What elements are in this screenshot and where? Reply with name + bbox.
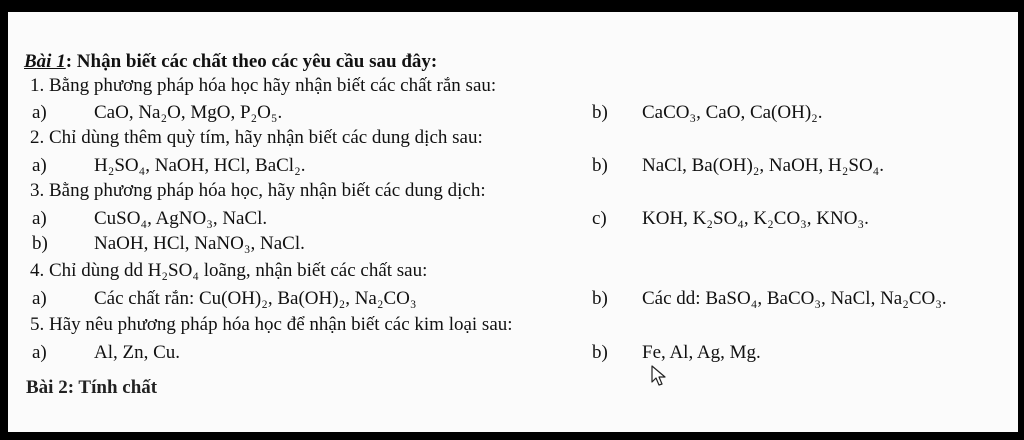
question-2: 2. Chỉ dùng thêm quỳ tím, hãy nhận biết các dung dịch sau: [30,127,483,148]
q3c-answer: KOH, K₂SO₄, K₂CO₃, KNO₃. [642,208,869,229]
q5b-marker: b) [592,342,608,363]
q5a-answer: Al, Zn, Cu. [94,342,181,363]
q4b-marker: b) [592,288,608,309]
mouse-pointer-icon [650,365,668,387]
question-3: 3. Bằng phương pháp hóa học, hãy nhận biết các dung dịch: [30,180,486,201]
document-page [8,12,1018,432]
q4a-marker: a) [32,288,47,309]
question-4: 4. Chỉ dùng dd H₂SO₄ loãng, nhận biết các chất sau: [30,260,428,281]
question-5: 5. Hãy nêu phương pháp hóa học để nhận biết các kim loại sau: [30,314,513,335]
exercise-title [24,51,437,73]
q3b-marker: b) [32,233,48,254]
exercise-content [8,12,1018,432]
q2a-answer: H₂SO₄, NaOH, HCl, BaCl₂. [94,155,306,176]
question-1: 1. Bằng phương pháp hóa học hãy nhận biết các chất rắn sau: [30,75,497,96]
q4b-answer: Các dd: BaSO₄, BaCO₃, NaCl, Na₂CO₃. [642,288,947,309]
q1b-marker: b) [592,102,608,123]
q3c-marker: c) [592,208,607,229]
q1b-answer: CaCO₃, CaO, Ca(OH)₂. [642,102,823,123]
q2b-marker: b) [592,155,608,176]
q5a-marker: a) [32,342,47,363]
q5b-answer: Fe, Al, Ag, Mg. [642,342,761,363]
q1a-marker: a) [32,102,47,123]
q3a-marker: a) [32,208,47,229]
cut-off-heading: Bài 2: Tính chất [26,377,158,398]
q2a-marker: a) [32,155,47,176]
q3a-answer: CuSO₄, AgNO₃, NaCl. [94,208,268,229]
q2b-answer: NaCl, Ba(OH)₂, NaOH, H₂SO₄. [642,155,885,176]
q1a-answer: CaO, Na₂O, MgO, P₂O₅. [94,102,283,123]
q4a-answer: Các chất rắn: Cu(OH)₂, Ba(OH)₂, Na₂CO₃ [94,288,417,309]
exercise-title-text: : Nhận biết các chất theo các yêu cầu sau đây: [65,51,438,72]
q3b-answer: NaOH, HCl, NaNO₃, NaCl. [94,233,305,254]
exercise-label: Bài 1 [24,51,66,72]
